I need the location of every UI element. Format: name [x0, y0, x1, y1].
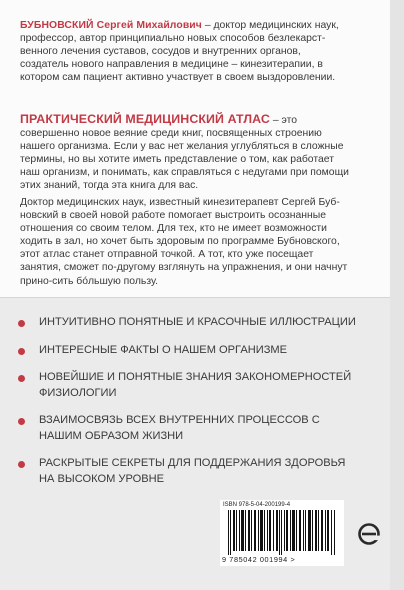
atlas-title: ПРАКТИЧЕСКИЙ МЕДИЦИНСКИЙ АТЛАС [20, 112, 270, 126]
feature-item [18, 456, 363, 487]
bullet-dot-icon [18, 348, 25, 355]
atlas-description: – это совершенно новое веяние среди книг, посвященных строению нашего организма. Если у вас нет желания углубляться в сложные термины, но вы хотите иметь представление о том, как работает наш организм, и понимать, как справляться с недугами при помощи этих знаний, тогда эта книга для вас. [20, 115, 349, 192]
barcode-number: 9 785042 001994 > [222, 555, 296, 564]
feature-text: ИНТЕРЕСНЫЕ ФАКТЫ О НАШЕМ ОРГАНИЗМЕ [39, 343, 288, 356]
feature-item [18, 413, 363, 444]
promo-paragraph: Доктор медицинских наук, известный кинезитерапевт Сергей Буб-новский в своей новой работе помогает выстроить осознанные отношения со своим телом. Для тех, кто не имеет возможности ходить в зал, но хочет быть здоровым по программе Бубновского, этот атлас станет отправной точкой. А тот, кто уже посещает занятия, сможет по-другому взглянуть на упражнения, и они начнут прино-сить бóльшую пользу. [20, 197, 348, 287]
feature-item [18, 315, 363, 331]
feature-text: НОВЕЙШИЕ И ПОНЯТНЫЕ ЗНАНИЯ ЗАКОНОМЕРНОСТЕЙ ФИЗИОЛОГИИ [39, 371, 352, 399]
barcode-label [220, 500, 344, 566]
atlas-paragraph [20, 113, 350, 193]
features-list [18, 315, 363, 487]
bullet-dot-icon [18, 320, 25, 327]
feature-text: ИНТУИТИВНО ПОНЯТНЫЕ И КРАСОЧНЫЕ ИЛЛЮСТРАЦИИ [39, 316, 356, 328]
barcode-icon [228, 510, 336, 555]
publisher-e-logo-icon [357, 522, 381, 546]
author-given-names: Сергей Михайлович [93, 20, 202, 31]
author-surname: БУБНОВСКИЙ [20, 20, 94, 31]
isbn-text: ISBN 978-5-04-200199-4 [223, 502, 291, 508]
feature-text: ВЗАИМОСВЯЗЬ ВСЕХ ВНУТРЕННИХ ПРОЦЕССОВ С НАШИМ ОБРАЗОМ ЖИЗНИ [39, 414, 320, 442]
bullet-dot-icon [18, 461, 25, 468]
section-divider [0, 297, 404, 298]
feature-text: РАСКРЫТЫЕ СЕКРЕТЫ ДЛЯ ПОДДЕРЖАНИЯ ЗДОРОВЬЯ НА ВЫСОКОМ УРОВНЕ [39, 457, 346, 485]
bullet-dot-icon [18, 375, 25, 382]
barcode-arrow: > [290, 555, 296, 564]
feature-item [18, 343, 363, 359]
feature-item [18, 370, 363, 401]
bullet-dot-icon [18, 418, 25, 425]
author-description: – доктор медицинских наук, профессор, автор принципиально новых способов безлекарст-венного лечения суставов, сосудов и внутренних органов, создатель нового направления в медицине – кинезитерапии, в котором сам пациент активно участвует в своем выздоровлении. [20, 20, 339, 84]
spine-edge [390, 0, 404, 590]
author-paragraph [20, 19, 350, 84]
